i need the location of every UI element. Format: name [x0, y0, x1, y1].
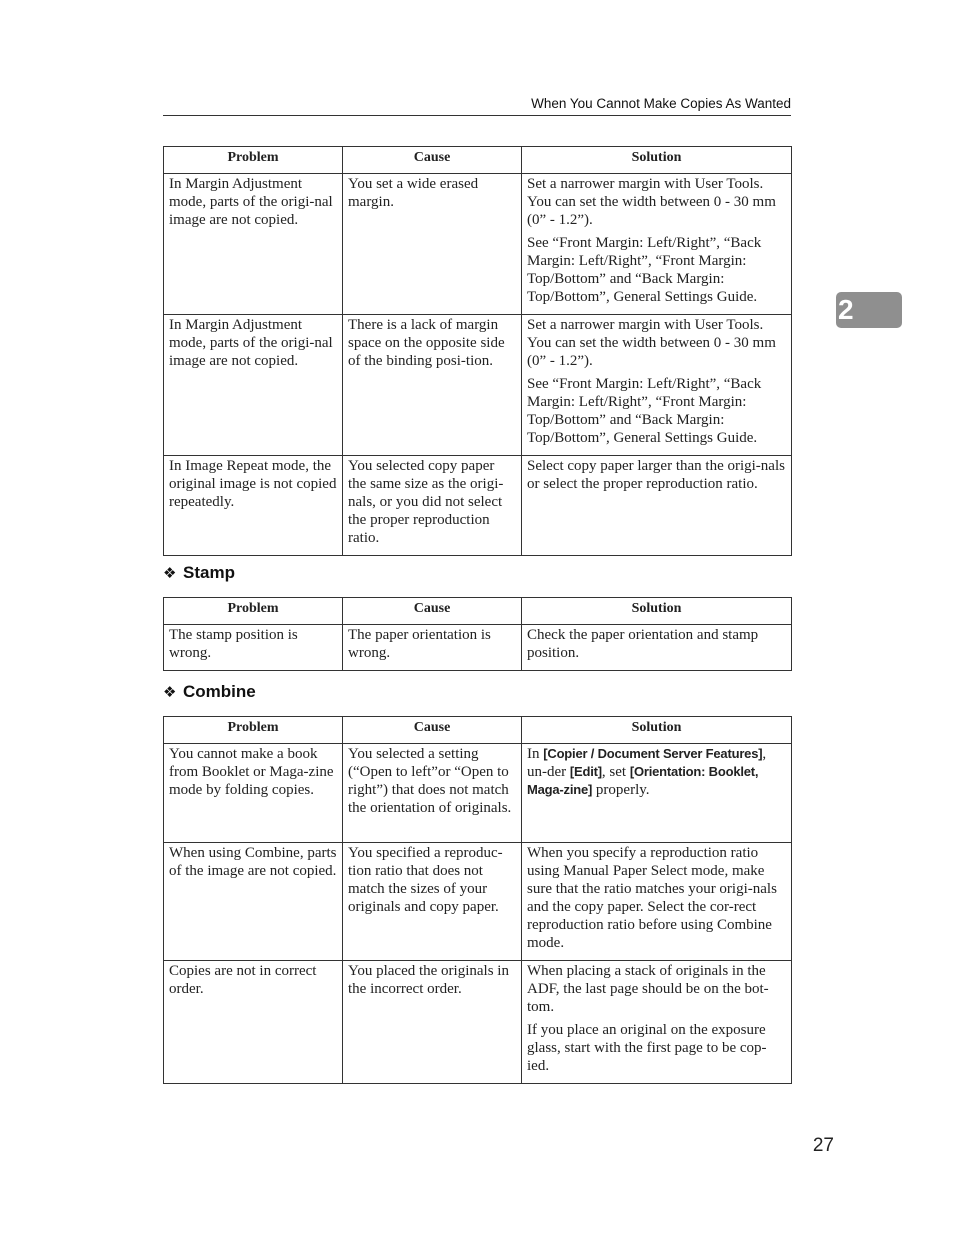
table-header-row — [164, 717, 792, 744]
page-number: 27 — [812, 1135, 834, 1156]
menu-key-orientation-booklet-magazine: [Orientation: Booklet, Maga-zine] — [527, 764, 759, 797]
solution-text: , un-der — [527, 746, 767, 780]
table-row — [164, 456, 792, 556]
solution-cell — [522, 843, 792, 961]
column-header-cause: Cause — [343, 717, 522, 744]
margin-troubleshooting-table — [163, 146, 792, 556]
problem-cell: The stamp position is wrong. — [164, 625, 343, 671]
problem-cell: When using Combine, parts of the image are not copied. — [164, 843, 343, 961]
problem-cell: In Image Repeat mode, the original image is not copied repeatedly. — [164, 456, 343, 556]
combine-troubleshooting-table — [163, 716, 792, 1084]
solution-paragraph: Set a narrower margin with User Tools. You can set the width between 0 - 30 mm (0” - 1.2”). — [527, 176, 776, 228]
cause-cell: You selected copy paper the same size as the origi-nals, or you did not select the proper reproduction ratio. — [343, 456, 522, 556]
solution-paragraph: When you specify a reproduction ratio using Manual Paper Select mode, make sure that the ratio matches your origi-nals and the copy paper. Select the cor-rect reproduction ratio before using Combine mode. — [527, 845, 777, 951]
problem-cell: Copies are not in correct order. — [164, 961, 343, 1084]
table-row — [164, 174, 792, 315]
solution-text: , set — [601, 764, 630, 780]
diamond-bullet-icon: ❖ — [163, 565, 177, 582]
column-header-problem: Problem — [164, 598, 343, 625]
table-row — [164, 625, 792, 671]
column-header-cause: Cause — [343, 147, 522, 174]
solution-cell — [522, 744, 792, 843]
cause-cell: There is a lack of margin space on the opposite side of the binding posi-tion. — [343, 315, 522, 456]
cause-cell: You specified a reproduc-tion ratio that does not match the sizes of your originals and copy paper. — [343, 843, 522, 961]
section-title-text: Combine — [183, 682, 256, 701]
problem-cell: You cannot make a book from Booklet or Maga-zine mode by folding copies. — [164, 744, 343, 843]
column-header-problem: Problem — [164, 147, 343, 174]
solution-paragraph: If you place an original on the exposure glass, start with the first page to be cop-ied. — [527, 1022, 767, 1074]
header-rule — [163, 115, 791, 116]
chapter-tab: 2 — [836, 292, 902, 328]
table-header-row — [164, 147, 792, 174]
column-header-cause: Cause — [343, 598, 522, 625]
problem-cell: In Margin Adjustment mode, parts of the origi-nal image are not copied. — [164, 315, 343, 456]
solution-paragraph: See “Front Margin: Left/Right”, “Back Margin: Left/Right”, “Front Margin: Top/Bottom” and “Back Margin: Top/Bottom”, General Settings Guide. — [527, 376, 762, 446]
column-header-solution: Solution — [522, 147, 792, 174]
table-row — [164, 843, 792, 961]
solution-text: In — [527, 746, 544, 762]
stamp-troubleshooting-table — [163, 597, 792, 671]
diamond-bullet-icon: ❖ — [163, 684, 177, 701]
solution-text: properly. — [592, 782, 650, 798]
section-title-combine — [163, 682, 256, 702]
table-row — [164, 961, 792, 1084]
menu-key-edit: [Edit] — [569, 764, 602, 779]
cause-cell: You set a wide erased margin. — [343, 174, 522, 315]
section-title-text: Stamp — [183, 563, 235, 582]
column-header-solution: Solution — [522, 598, 792, 625]
cause-cell: You placed the originals in the incorrect order. — [343, 961, 522, 1084]
column-header-problem: Problem — [164, 717, 343, 744]
solution-paragraph: Check the paper orientation and stamp position. — [527, 627, 759, 661]
cause-cell: You selected a setting (“Open to left”or “Open to right”) that does not match the orientation of originals. — [343, 744, 522, 843]
solution-paragraph: Set a narrower margin with User Tools. You can set the width between 0 - 30 mm (0” - 1.2”). — [527, 317, 776, 369]
solution-cell — [522, 456, 792, 556]
solution-cell — [522, 625, 792, 671]
cause-cell: The paper orientation is wrong. — [343, 625, 522, 671]
column-header-solution: Solution — [522, 717, 792, 744]
section-title-stamp — [163, 563, 235, 583]
solution-cell — [522, 315, 792, 456]
solution-paragraph: Select copy paper larger than the origi-nals or select the proper reproduction ratio. — [527, 458, 785, 492]
table-header-row — [164, 598, 792, 625]
table-row — [164, 744, 792, 843]
solution-cell — [522, 961, 792, 1084]
solution-cell — [522, 174, 792, 315]
menu-key-copier-document-server-features: [Copier / Document Server Features] — [543, 746, 763, 761]
solution-paragraph: See “Front Margin: Left/Right”, “Back Margin: Left/Right”, “Front Margin: Top/Bottom” and “Back Margin: Top/Bottom”, General Settings Guide. — [527, 235, 762, 305]
problem-cell: In Margin Adjustment mode, parts of the origi-nal image are not copied. — [164, 174, 343, 315]
running-header: When You Cannot Make Copies As Wanted — [531, 96, 791, 111]
solution-paragraph — [527, 745, 786, 799]
table-row — [164, 315, 792, 456]
solution-paragraph: When placing a stack of originals in the ADF, the last page should be on the bot-tom. — [527, 963, 769, 1015]
